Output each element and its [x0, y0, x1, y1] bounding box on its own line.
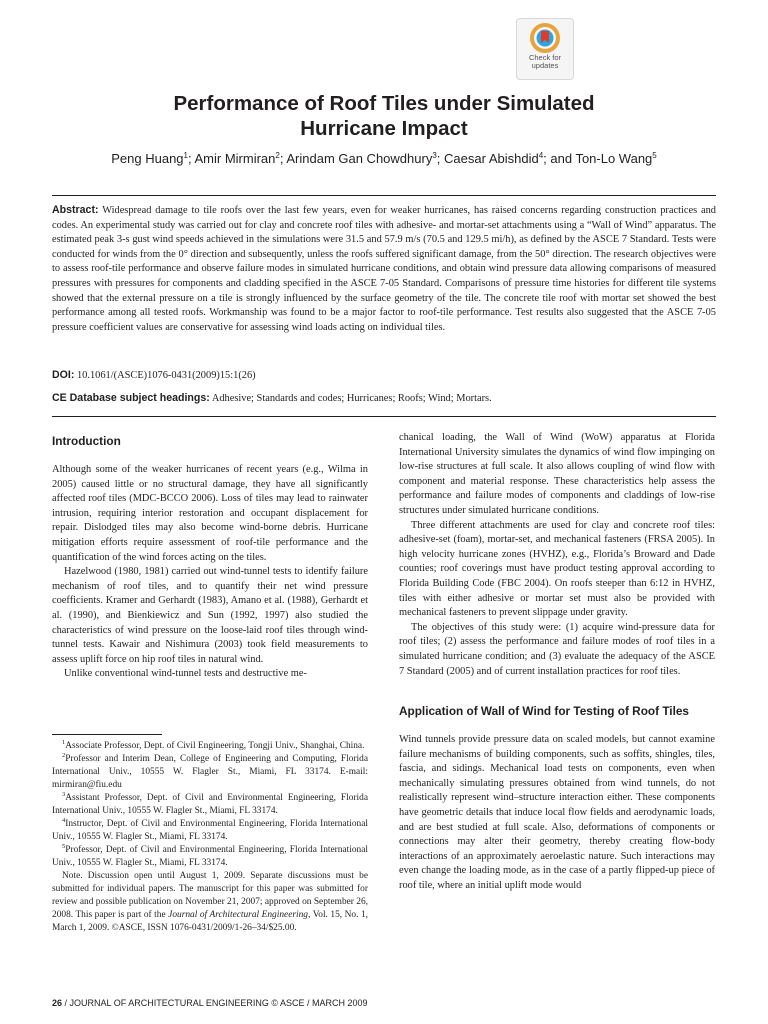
subject-headings: [52, 391, 716, 406]
body-paragraph: Unlike conventional wind-tunnel tests and destructive me-: [64, 668, 307, 680]
body-paragraph: chanical loading, the Wall of Wind (WoW) apparatus at Florida International University simulates the dynamics of wind flow impinging on low-rise structures at full scale. It also allows coupling of wind flow with component and material response. These characteristics help assess the performance and failure modes of components and claddings of low-rise structures under simulated hurricane conditions.: [399, 432, 715, 516]
right-column: [399, 431, 715, 894]
author: Caesar Abishdid$^4$; and: [444, 151, 576, 166]
paper-title: Performance of Roof Tiles under Simulated Hurricane Impact: [173, 92, 595, 140]
section-heading-introduction: Introduction: [52, 434, 121, 448]
footnotes: [52, 740, 368, 935]
abstract-text: Widespread damage to tile roofs over the last few years, even for weaker hurricanes, has raised concerns regarding construction practices and codes. An experimental study was carried out for clay and concrete roof tiles with adhesive- and mortar-set attachments using a “Wall of Wind” apparatus. The estimated peak 3-s gust wind speeds achieved in the simulations were 31.5 and 57.9 m/s (70.5 and 129.5 mi/h), as defined by the ASCE 7 Standard. Tests were conducted for winds from the 0° direction and subsequently, unless the roofs suffered significant damage, from the 50° direction. The research objectives were to assess roof-tile performance and observe failure modes in simulated hurricane conditions, and obtain wind pressure data allowing comparisons of measured pressures with pressures for components and cladding specified in the ASCE 7-05 Standard. Comparisons of pressure time histories for different tile systems showed that the external pressure on a tile is strongly influenced by the surface geometry of the tile. The concrete tile roof with mortar set showed the best performance among all tested roofs. Workmanship was found to be a major factor to roof-tile performance. Test results also suggested that the ASCE 7-05 pressure coefficient values are conservative for assessing wind loads acting on individual tiles.: [52, 205, 716, 333]
abstract: [52, 203, 716, 335]
section-heading-wall-of-wind: Application of Wall of Wind for Testing of Roof Tiles: [399, 704, 689, 719]
doi-label: DOI:: [52, 369, 75, 381]
check-for-updates-icon: [530, 23, 560, 53]
footnote-rule: [52, 734, 162, 735]
page-footer: [52, 997, 368, 1009]
abstract-bottom-rule: [52, 416, 716, 417]
footnote: $^1$Associate Professor, Dept. of Civil Engineering, Tongji Univ., Shanghai, China.: [62, 739, 365, 751]
author-list: [0, 150, 768, 167]
author: Arindam Gan Chowdhury$^3$;: [286, 151, 445, 166]
doi-line: [52, 368, 716, 383]
left-column: [52, 433, 368, 682]
footnote: $^2$Professor and Interim Dean, College of Engineering and Computing, Florida International Univ., 10555 W. Flagler St., Miami, FL 33174. E-mail: mirmiran@fiu.edu: [52, 752, 368, 790]
body-paragraph: Hazelwood (1980, 1981) carried out wind-tunnel tests to identify failure mechanism of roof tiles, and to quantify their net wind pressure coefficients. Kramer and Gerhardt (1983), Amano et al. (1988), Gerhardt et al. (1990), and Bienkiewicz and Sun (1992, 1997) also studied the characteristics of wind pressure on the loose-laid roof tiles through wind-tunnel tests. Kawair and Nishimura (2003) took field measurements to assess uplift force on hip roof tiles in natural wind.: [52, 566, 368, 665]
badge-label: Check for updates: [528, 53, 562, 70]
page-number: 26: [52, 998, 63, 1008]
doi-link[interactable]: 10.1061/(ASCE)1076-0431(2009)15:1(26): [76, 370, 256, 381]
footnote: $^3$Assistant Professor, Dept. of Civil and Environmental Engineering, Florida International Univ., 10555 W. Flagler St., Miami, FL 33174.: [52, 791, 368, 816]
body-paragraph: Three different attachments are used for clay and concrete roof tiles: adhesive-set (foam), mortar-set, and mechanical fasteners (FRSA 2005). In high velocity hurricane zones (HVHZ), e.g., Florida’s Broward and Dade counties; roof coverings must have product testing approval according to Florida Building Code (FBC 2004). On roofs steeper than 6:12 in HVHZ, tiles with either adhesive or mortar set must also be provided with mechanical fasteners to prevent slippage under gravity.: [399, 519, 715, 619]
footnote: $^5$Professor, Dept. of Civil and Environmental Engineering, Florida International Univ., 10555 W. Flagler St., Miami, FL 33174.: [52, 843, 368, 868]
author: Amir Mirmiran$^2$;: [194, 151, 287, 166]
discussion-note: Note. Discussion open until August 1, 2009. Separate discussions must be submitted for individual papers. The manuscript for this paper was submitted for review and possible publication on November 21, 2007; approved on September 26, 2008. This paper is part of the Journal of Architectural Engineering, Vol. 15, No. 1, March 1, 2009. ©ASCE, ISSN 1076-0431/2009/1-26–34/$25.00.: [52, 871, 369, 933]
author: Peng Huang$^1$;: [111, 151, 195, 166]
abstract-label: Abstract:: [52, 204, 99, 216]
journal-footer-text: / JOURNAL OF ARCHITECTURAL ENGINEERING © ASCE / MARCH 2009: [62, 998, 368, 1008]
body-paragraph: Although some of the weaker hurricanes of recent years (e.g., Wilma in 2005) caused little or no structural damage, they have all significantly affected roof tiles (MDC-BCCO 2006). Loss of tiles may lead to rainwater intrusion, requiring interior restoration and occupant displacement for repair. Dislodged tiles may also become wind-borne debris. Hurricane mitigation efforts require assessment of roof-tile performance and the quantification of the wind forces acting on the tiles.: [52, 464, 368, 563]
abstract-top-rule: [52, 195, 716, 196]
body-paragraph: The objectives of this study were: (1) acquire wind-pressure data for roof tiles; (2) assess the performance and failure modes of roof tiles in a simulated hurricane condition; and (3) evaluate the adequacy of the ASCE 7 Standard (2005) and of current installation practices for roof tiles.: [399, 621, 715, 677]
subject-headings-label: CE Database subject headings:: [52, 392, 210, 404]
check-for-updates-badge[interactable]: [516, 18, 574, 80]
author: Ton-Lo Wang$^5$: [575, 151, 657, 166]
body-paragraph: Wind tunnels provide pressure data on scaled models, but cannot examine failure mechanisms of building components, such as soffits, shingles, tiles, fascia, and sidings. Mechanical load tests on components, even when mechanically simulating pressures obtained from wind tunnels, do not realistically represent wind–structure interaction either. These components have geometric details that induce local flow fields and aerodynamic loads, and are best studied at full scale. Also, deformations of components or connections may alter their geometry, thereby creating flow-body interactions of an approximately aeroelastic nature. Such interactions may even change the loading mode, as in the case of a partly flipped-up piece of roof tile, where an initial uplift mode would: [399, 734, 715, 892]
subject-headings-value: Adhesive; Standards and codes; Hurricanes; Roofs; Wind; Mortars.: [211, 393, 492, 404]
footnote: $^4$Instructor, Dept. of Civil and Environmental Engineering, Florida International Univ., 10555 W. Flagler St., Miami, FL 33174.: [52, 817, 368, 842]
